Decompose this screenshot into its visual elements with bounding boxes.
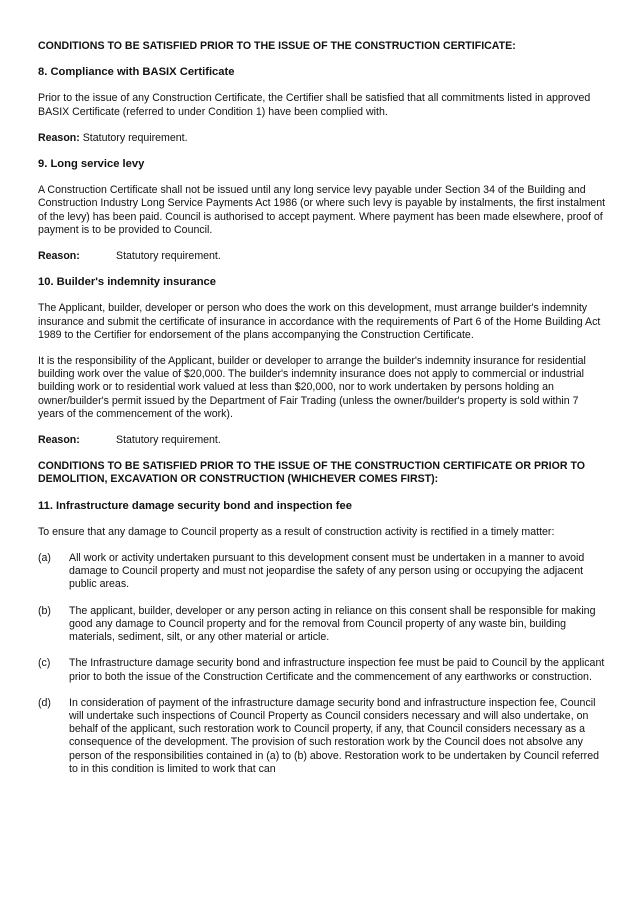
item-marker: (d) [38,696,51,709]
reason-text: Statutory requirement. [116,434,221,447]
reason-text: Statutory requirement. [116,250,221,263]
condition-11-heading: 11. Infrastructure damage security bond and inspection fee [38,499,352,512]
item-text: All work or activity undertaken pursuant to this development consent must be undertaken in a manner to avoid damage to Council property and must not jeopardise the safety of any person using or occupying the adjacent public areas. [69,552,585,591]
reason-label: Reason: [38,434,80,447]
condition-10-heading: 10. Builder's indemnity insurance [38,276,216,289]
reason-label: Reason: [38,131,80,144]
condition-8-body: Prior to the issue of any Construction Certificate, the Certifier shall be satisfied that all commitments listed in approved BASIX Certificate (referred to under Condition 1) have been complied with. [38,92,591,118]
condition-9-reason [38,250,606,263]
condition-9-heading: 9. Long service levy [38,158,145,171]
reason-label: Reason: [38,250,80,263]
item-marker: (a) [38,552,51,565]
condition-10-reason [38,434,606,447]
document-page [38,40,606,776]
condition-11-intro: To ensure that any damage to Council property as a result of construction activity is rectified in a timely matter: [38,525,555,538]
condition-9-body: A Construction Certificate shall not be issued until any long service levy payable under Section 34 of the Building and Construction Industry Long Service Payments Act 1986 (or where such levy is payable by instalments, the first instalment of the levy) has been paid. Council is authorised to accept payment. Where payment has been made elsewhere, proof of payment is to be provided to Council. [38,184,606,236]
item-text: The applicant, builder, developer or any person acting in reliance on this consent shall be responsible for making good any damage to Council property and for the removal from Council property of any waste bin, building materials, sediment, silt, or any other material or article. [69,604,596,644]
condition-10-body-2: It is the responsibility of the Applicant, builder or developer to arrange the builder's indemnity insurance for residential building work over the value of $20,000. The builder's indemnity insurance does not apply to commercial or industrial building work or to residential work valued at less than $20,000, nor to work undertaken by persons holding an owner/builder's permit issued by the Department of Fair Trading (unless the owner/builder's property is sold within 7 years of the commencement of the work). [38,355,586,420]
item-text: The Infrastructure damage security bond and infrastructure inspection fee must be paid to Council by the applicant prior to both the issue of the Construction Certificate and the commencement of any earthworks or construction. [69,657,605,683]
condition-8-reason [38,132,606,145]
condition-11-item-c [38,657,606,683]
section-header-cc-demolition: CONDITIONS TO BE SATISFIED PRIOR TO THE ISSUE OF THE CONSTRUCTION CERTIFICATE OR PRIOR TO DEMOLITION, EXCAVATION OR CONSTRUCTION (WHICHEVER COMES FIRST): [38,460,585,486]
condition-11-item-a [38,552,606,592]
item-marker: (c) [38,657,51,670]
condition-11-item-d [38,697,606,776]
reason-text: Statutory requirement. [79,131,188,144]
section-header-cc: CONDITIONS TO BE SATISFIED PRIOR TO THE ISSUE OF THE CONSTRUCTION CERTIFICATE: [38,40,516,52]
item-marker: (b) [38,604,51,617]
item-text: In consideration of payment of the infrastructure damage security bond and infrastructure inspection fee, Council will undertake such inspections of Council Property as Council considers necessary and will also undertake, on behalf of the applicant, such restoration work to Council property, if any, that Council considers necessary as a consequence of the development. The provision of such restoration work by the Council does not absolve any person of the responsibilities contained in (a) to (b) above. Restoration work to be undertaken by Council referred to in this condition is limited to work that can [69,696,599,775]
condition-8-heading: 8. Compliance with BASIX Certificate [38,66,235,79]
condition-11-item-b [38,605,606,645]
condition-10-body-1: The Applicant, builder, developer or person who does the work on this development, must arrange builder's indemnity insurance and submit the certificate of insurance in accordance with the requirements of Part 6 of the Home Building Act 1989 to the Certifier for endorsement of the plans accompanying the Construction Certificate. [38,302,601,341]
